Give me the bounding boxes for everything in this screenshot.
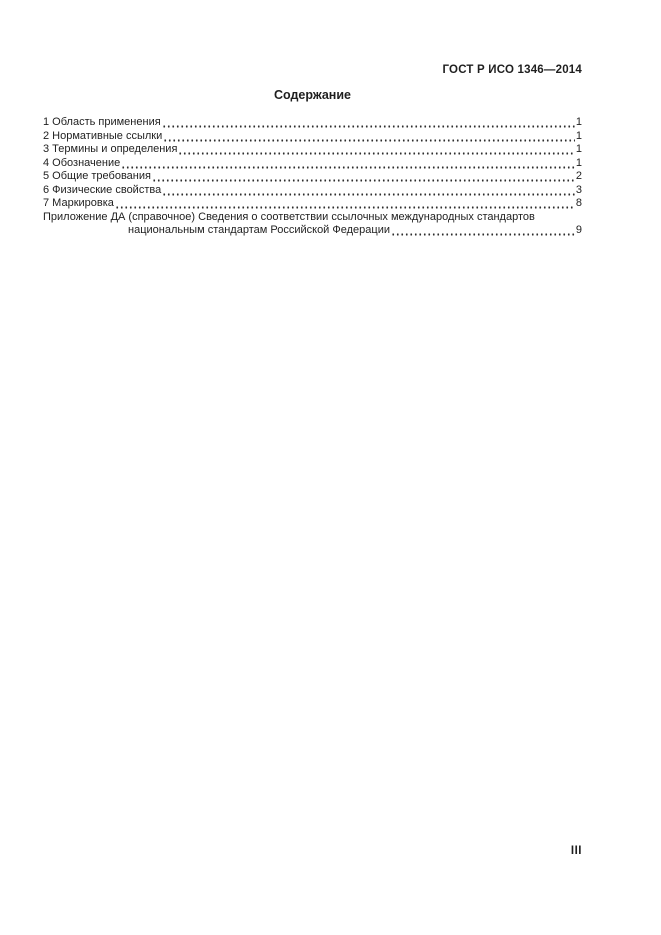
toc-entry-page: 1 <box>575 156 582 169</box>
toc-entry-page: 1 <box>575 143 582 155</box>
page-number: III <box>570 845 582 857</box>
toc-entry-label: 5 Общие требования <box>43 170 151 182</box>
page-title: Содержание <box>273 88 351 102</box>
toc-entry-label: 3 Термины и определения <box>43 143 178 155</box>
toc-entry <box>43 184 582 198</box>
toc-entry-label: 2 Нормативные ссылки <box>43 129 163 142</box>
toc-entry-page: 1 <box>575 116 582 128</box>
toc-entry-page: 2 <box>575 170 582 182</box>
toc-entry <box>43 170 582 184</box>
dot-leader <box>162 184 575 198</box>
toc-entry-page: 3 <box>575 183 582 196</box>
toc-entry-label: 7 Маркировка <box>43 197 114 209</box>
dot-leader <box>178 143 574 157</box>
dot-leader <box>152 170 575 184</box>
toc-entry-page: 1 <box>575 129 582 142</box>
dot-leader <box>115 197 575 211</box>
toc-entry-label: 4 Обозначение <box>43 156 121 169</box>
toc-entry <box>43 130 582 144</box>
dot-leader <box>121 157 575 171</box>
toc-entry-page: 9 <box>575 224 582 236</box>
running-header: ГОСТ Р ИСО 1346—2014 <box>442 64 582 76</box>
dot-leader <box>391 224 575 238</box>
toc-appendix-label-line2: национальным стандартам Российской Федерации <box>128 224 390 236</box>
dot-leader <box>162 116 575 130</box>
toc-entry-label: 6 Физические свойства <box>43 183 162 196</box>
toc-entry-appendix <box>43 211 582 238</box>
table-of-contents <box>43 116 582 238</box>
toc-entry <box>43 157 582 171</box>
toc-entry-label: 1 Область применения <box>43 116 161 128</box>
dot-leader <box>163 130 575 144</box>
toc-entry <box>43 116 582 130</box>
toc-entry <box>43 143 582 157</box>
toc-entry <box>43 197 582 211</box>
toc-appendix-label-line1: Приложение ДА (справочное) Сведения о соответствии ссылочных международных стандартов <box>43 210 535 223</box>
toc-entry-page: 8 <box>575 197 582 209</box>
